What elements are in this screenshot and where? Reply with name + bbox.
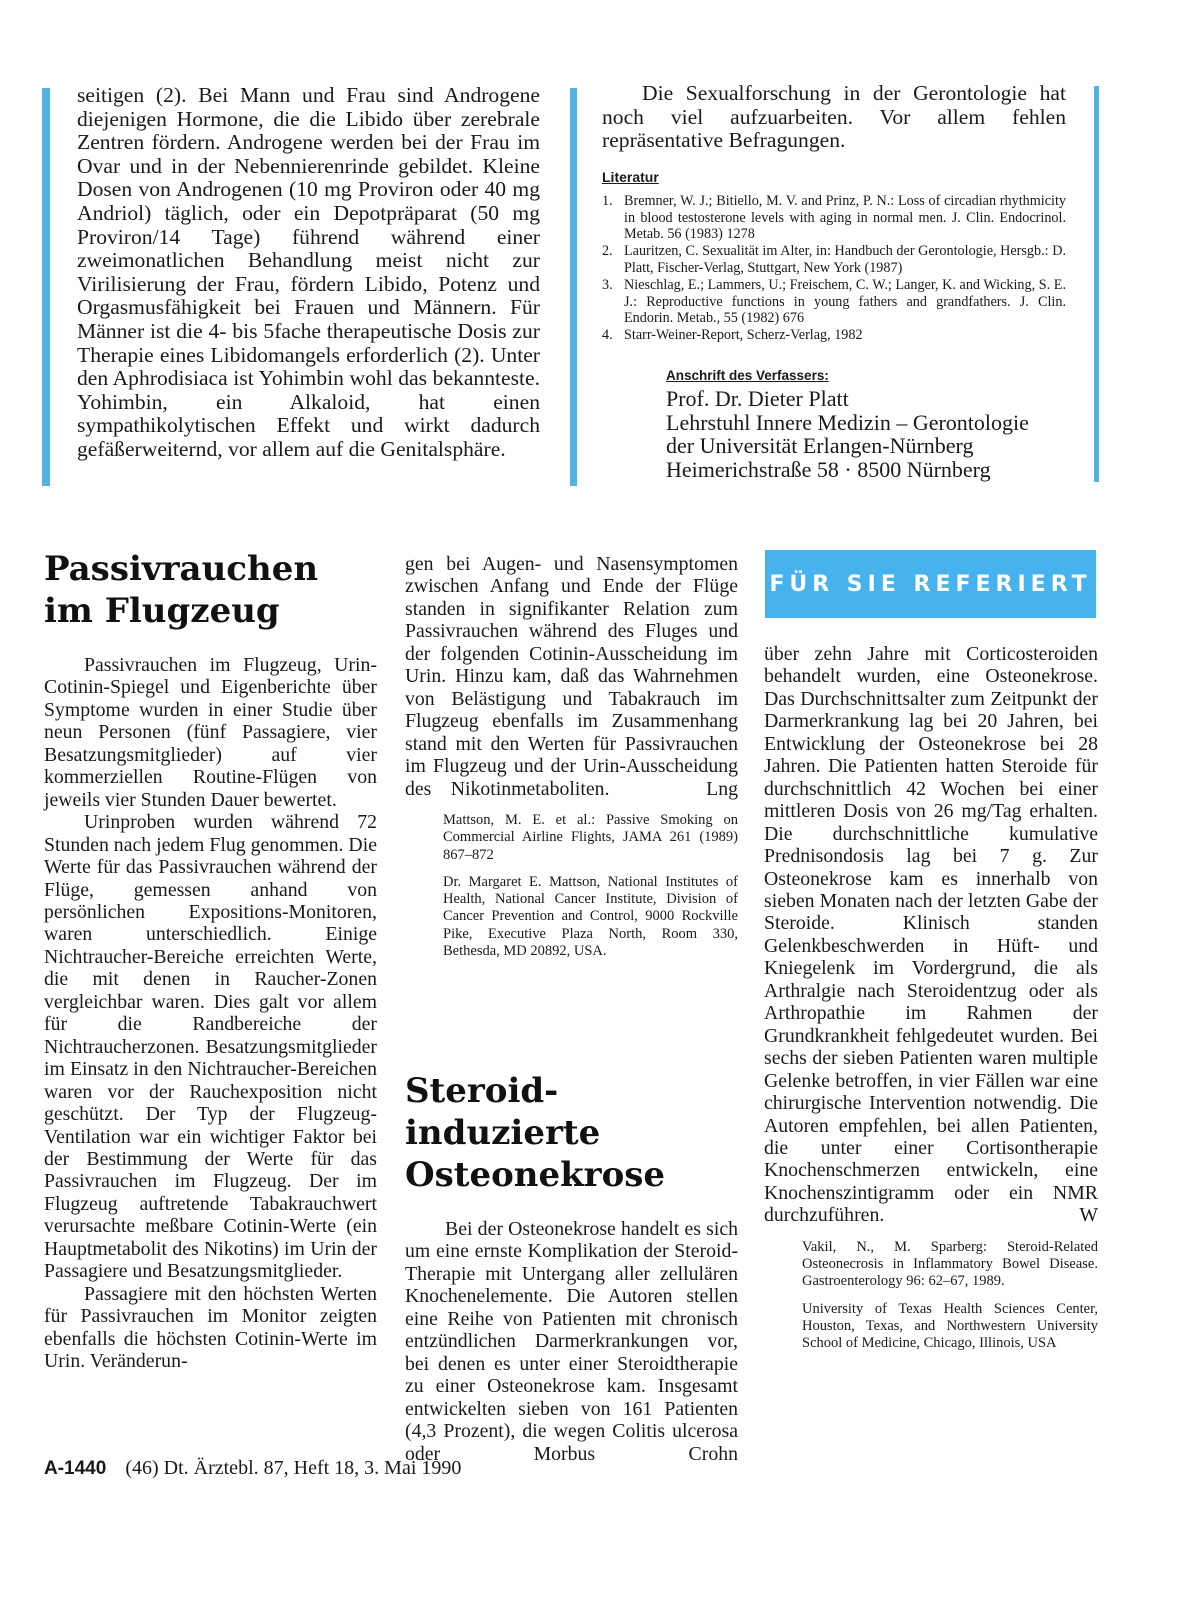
article1-continuation: gen bei Augen- und Nasensymptomen zwischen Anfang und Ende der Flüge standen in signifikanter Relation zum Passivrauchen während des Fluges und der folgenden Cotinin-Ausscheidung im Urin. Hinzu kam, daß das Wahrnehmen von Belästigung und Tabakrauch im Flugzeug ebenfalls im Zusammenhang stand mit den Werten für Passivrauchen im Flugzeug und der Urin-Ausscheidung des Nikotinmetaboliten. Lng — [405, 553, 738, 800]
article2-column-2 — [764, 643, 1098, 1353]
article2-column-1 — [405, 1070, 738, 1465]
banner-label: FÜR SIE REFERIERT — [769, 571, 1092, 597]
address-line: Heimerichstraße 58 · 8500 Nürnberg — [666, 456, 991, 482]
issue-info: (46) Dt. Ärztebl. 87, Heft 18, 3. Mai 1990 — [125, 1457, 462, 1479]
article1-paragraph: Passagiere mit den höchsten Werten für Passivrauchen im Monitor zeigten ebenfalls die höchsten Cotinin-Werte im Urin. Veränderun- — [44, 1282, 377, 1373]
reference-list — [602, 193, 1066, 344]
article1-citation: Mattson, M. E. et al.: Passive Smoking on Commercial Airline Flights, JAMA 261 (1989) 867–872 — [443, 811, 738, 863]
reference-item: 1. Bremner, W. J.; Bitiello, M. V. and Prinz, P. N.: Loss of circadian rhythmicity in blood testosterone levels with aging in normal men. J. Clin. Endocrinol. Metab. 56 (1983) 1278 — [602, 192, 1066, 243]
article1-column-2 — [405, 553, 738, 960]
article1-affiliation: Dr. Margaret E. Mattson, National Institutes of Health, National Cancer Institute, Division of Cancer Prevention and Control, 9000 Rockville Pike, Executive Plaza North, Room 330, Bethesda, MD 20892, USA. — [443, 873, 738, 960]
address-line: der Universität Erlangen-Nürnberg — [666, 433, 974, 458]
top-left-column — [77, 84, 540, 462]
article2-title: Steroid-induzierte Osteonekrose — [405, 1071, 666, 1195]
accent-bar-right — [1094, 86, 1099, 482]
page-footer — [44, 1457, 461, 1480]
article1-paragraph: Urinproben wurden während 72 Stunden nach jedem Flug genommen. Die Werte für das Passivrauchen während der Flüge, gemessen anhand von persönlichen Expositions-Monitoren, waren unterschiedlich. Einige Nichtraucher-Bereiche erreichten Werte, die mit denen in Raucher-Zonen vergleichbar waren. Dies galt vor allem für die Randbereiche der Nichtraucherzonen. Besatzungsmitglieder im Einsatz in den Nichtraucher-Bereichen waren vor der Rauchexposition nicht geschützt. Der Typ der Flugzeug-Ventilation war ein wichtiger Faktor bei der Bestimmung der Werte für das Passivrauchen im Flugzeug. Der im Flugzeug auftretende Tabakrauchwert verursachte meßbare Cotinin-Werte (ein Hauptmetabolit des Nikotins) im Urin der Passagiere und Besatzungsmitglieder. — [44, 811, 377, 1283]
address-line: Prof. Dr. Dieter Platt — [666, 386, 849, 411]
article2-citation: Vakil, N., M. Sparberg: Steroid-Related Osteonecrosis in Inflammatory Bowel Disease. Gastroenterology 96: 62–67, 1989. — [802, 1238, 1098, 1290]
accent-bar-left — [42, 88, 50, 486]
article1-sign: Lng — [706, 777, 738, 800]
address-heading: Anschrift des Verfassers: — [666, 368, 829, 383]
top-left-paragraph: seitigen (2). Bei Mann und Frau sind Androgene diejenigen Hormone, die die Libido über zerebrale Zentren fördern. Androgene werden bei der Frau im Ovar und in der Nebennierenrinde gebildet. Kleine Dosen von Androgenen (10 mg Proviron oder 40 mg Andriol) täglich, oder ein Depotpräparat (50 mg Proviron/14 Tage) führend während einer zweimonatlichen Behandlung meist nicht zur Virilisierung der Frau, fördern Libido, Potenz und Orgasmusfähigkeit bei Frauen und Männern. Für Männer ist die 4- bis 5fache therapeutische Dosis zur Therapie eines Libidomangels erforderlich (2). Unter den Aphrodisiaca ist Yohimbin wohl das bekannteste. Yohimbin, ein Alkaloid, hat einen sympathikolytischen Effekt und wirkt dadurch gefäßerweiternd, vor allem auf die Genitalsphäre. — [77, 83, 540, 461]
article2-paragraph: Bei der Osteonekrose handelt es sich um eine ernste Komplikation der Steroid-Therapie mit Untergang aller zellulären Knochenelemente. Die Autoren stellen eine Reihe von Patienten mit chronisch entzündlichen Darmerkrankungen vor, bei denen es unter einer Steroidtherapie zu einer Osteonekrose kam. Insgesamt entwickelten sieben von 161 Patienten (4,3 Prozent), die wegen Colitis ulcerosa oder Morbus Crohn — [405, 1218, 738, 1465]
article1-paragraph: Passivrauchen im Flugzeug, Urin-Cotinin-Spiegel und Eigenberichte über Symptome wurden in einer Studie über neun Personen (fünf Passagiere, vier Besatzungsmitglieder) auf vier kommerziellen Routine-Flügen von jeweils vier Stunden Dauer bewertet. — [44, 654, 377, 811]
top-right-column — [602, 82, 1066, 344]
article1-column-1 — [44, 548, 377, 1373]
author-address — [666, 368, 1086, 481]
article2-continuation: über zehn Jahre mit Corticosteroiden behandelt wurden, eine Osteonekrose. Das Durchschnittsalter zum Zeitpunkt der Darmerkrankung lag bei 20 Jahren, bei Entwicklung der Osteonekrose bei 28 Jahren. Die Patienten hatten Steroide für durchschnittlich 42 Wochen bei einer mittleren Dosis von 26 mg/Tag erhalten. Die durchschnittliche kumulative Prednisondosis lag bei 7 g. Zur Osteonekrose kam es innerhalb von sieben Monaten nach der letzten Gabe der Steroide. Klinisch standen Gelenkbeschwerden in Hüft- und Kniegelenk im Vordergrund, die als Arthralgie nach Steroidentzug oder als Arthropathie im Rahmen der Grundkrankheit fehlgedeutet wurden. Bei sechs der sieben Patienten waren multiple Gelenke betroffen, in vier Fällen war eine chirurgische Intervention notwendig. Die Autoren empfehlen, bei allen Patienten, die unter einer Cortisontherapie Knochenschmerzen entwickeln, eine Knochenszintigramm oder ein NMR durchzuführen. W — [764, 643, 1098, 1227]
accent-bar-middle — [570, 88, 577, 486]
reference-item: 3. Nieschlag, E.; Lammers, U.; Freischem, C. W.; Langer, K. and Wicking, S. E. J.: Reproductive functions in young fathers and grandfathers. J. Clin. Endorin. Metab., 55 (1982) 676 — [602, 276, 1066, 327]
article2-affiliation: University of Texas Health Sciences Center, Houston, Texas, and Northwestern University School of Medicine, Chicago, Illinois, USA — [802, 1300, 1098, 1352]
reference-item: 4. Starr-Weiner-Report, Scherz-Verlag, 1982 — [602, 327, 863, 344]
article2-sign: W — [1079, 1204, 1098, 1227]
fuer-sie-referiert-banner — [765, 550, 1096, 618]
top-right-intro: Die Sexualforschung in der Gerontologie hat noch viel aufzuarbeiten. Vor allem fehlen repräsentative Befragungen. — [602, 81, 1066, 153]
page-code: A-1440 — [44, 1458, 107, 1479]
address-line: Lehrstuhl Innere Medizin – Gerontologie — [666, 409, 1029, 435]
article1-title: Passivrauchen im Flugzeug — [44, 549, 319, 631]
literatur-heading: Literatur — [602, 168, 659, 185]
reference-item: 2. Lauritzen, C. Sexualität im Alter, in: Handbuch der Gerontologie, Hersgb.: D. Platt, Fischer-Verlag, Stuttgart, New York (1987) — [602, 243, 1066, 276]
